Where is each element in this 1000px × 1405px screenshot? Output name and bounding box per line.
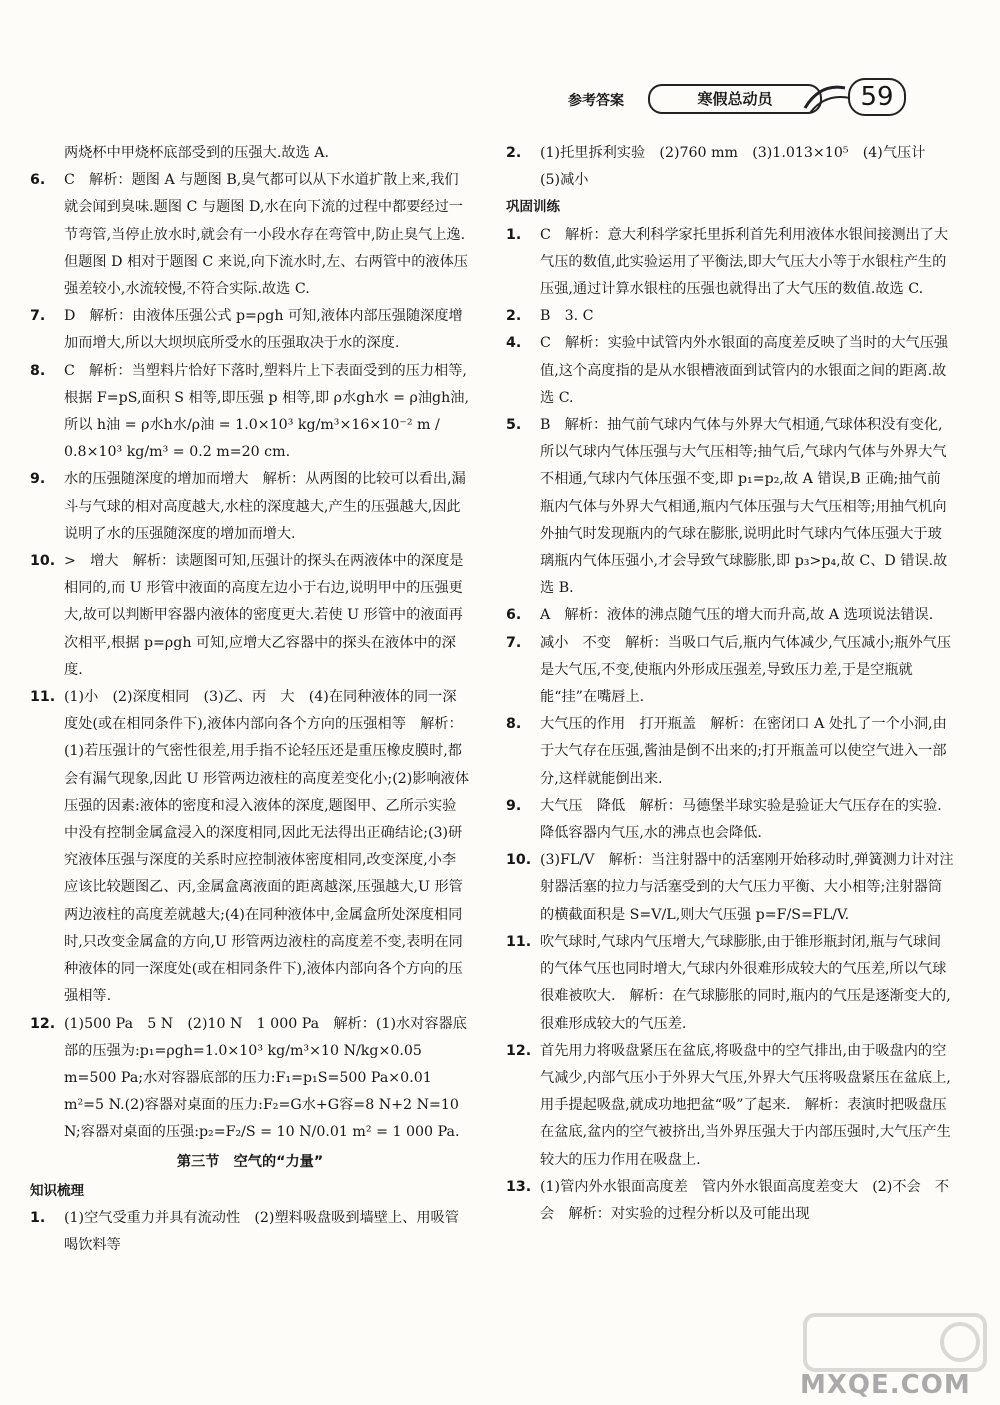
answer-item xyxy=(506,793,954,847)
answer-number: 11. xyxy=(506,933,532,950)
answer-text: (3)FL/V 解析：当注射器中的活塞刚开始移动时,弹簧测力计对注射器活塞的拉力与活塞受到的大气压力平衡、大小相等;注射器筒的横截面积是 S=V/L,则大气压强 p=F/S=FL/V. xyxy=(540,852,954,923)
answer-number: 4. xyxy=(506,335,522,352)
answer-text: A 解析：液体的沸点随气压的增大而升高,故 A 选项说法错误. xyxy=(540,607,934,624)
answer-number: 11. xyxy=(30,689,56,706)
answer-item xyxy=(30,303,470,357)
answer-text: > 增大 解析：读题图可知,压强计的探头在两液体中的深度是相同的,而 U 形管中液面的高度左边小于右边,说明甲中的压强更大,故可以判断甲容器内液体的密度更大.若使 U 形管中的液面再次相平,根据 p=ρgh 可知,应增大乙容器中的探头在液体中的深度. xyxy=(64,553,464,678)
answer-item xyxy=(30,140,470,167)
answer-number: 5. xyxy=(506,417,522,434)
answer-number: 10. xyxy=(30,553,56,570)
answer-text: C 解析：当塑料片恰好下落时,塑料片上下表面受到的压力相等,根据 F=pS,面积 S 相等,即压强 p 相等,即 ρ水gh水 = ρ油gh油,所以 h油 = ρ水h水/ρ油 = 1.0×10³ kg/m³×16×10⁻² m / 0.8×10³ kg/m³ = 0.2 m=20 cm. xyxy=(64,362,469,461)
answer-item xyxy=(30,167,470,303)
answer-number: 8. xyxy=(506,716,522,733)
answer-text: 大气压 降低 解析：马德堡半球实验是验证大气压存在的实验.降低容器内气压,水的沸点也会降低. xyxy=(540,797,942,842)
answer-number: 2. xyxy=(506,308,522,325)
answer-item xyxy=(506,222,954,304)
page-number: 59 xyxy=(848,78,906,116)
answer-item xyxy=(506,929,954,1038)
answer-item xyxy=(506,630,954,712)
answer-number: 6. xyxy=(30,172,46,189)
answer-item xyxy=(506,1174,954,1228)
answer-number: 9. xyxy=(30,471,46,488)
answer-item xyxy=(506,140,954,194)
answer-text: 两烧杯中甲烧杯底部受到的压强大.故选 A. xyxy=(64,145,329,161)
answer-item xyxy=(506,711,954,793)
answer-number: 7. xyxy=(506,634,522,651)
answer-text: (1)管内外水银面高度差 管内外水银面高度差变大 (2)不会 不会 解析：对实验的过程分析以及可能出现 xyxy=(540,1178,950,1222)
answer-number: 1. xyxy=(30,1209,46,1226)
answer-item xyxy=(30,1205,470,1259)
watermark-text: MXQE.COM xyxy=(800,1370,971,1400)
answer-item xyxy=(30,548,470,684)
answer-text: D 解析：由液体压强公式 p=ρgh 可知,液体内部压强随深度增加而增大,所以大坝坝底所受水的压强取决于水的深度. xyxy=(64,308,463,352)
answer-item xyxy=(506,412,954,602)
subhead-knowledge: 知识梳理 xyxy=(30,1182,84,1199)
answer-text: 大气压的作用 打开瓶盖 解析：在密闭口 A 处扎了一个小洞,由于大气存在压强,酱油是倒不出来的;打开瓶盖可以使空气进入一部分,这样就能倒出来. xyxy=(540,716,947,787)
answer-item xyxy=(30,466,470,548)
answer-item xyxy=(506,303,954,330)
answer-number: 7. xyxy=(30,308,46,325)
left-column xyxy=(30,140,470,1259)
section-title: 第三节 空气的“力量” xyxy=(176,1153,324,1170)
header-title: 寒假总动员 xyxy=(648,84,822,114)
header-tag: 参考答案 xyxy=(568,93,624,109)
answer-text: (1)空气受重力并具有流动性 (2)塑料吸盘吸到墙壁上、用吸管喝饮料等 xyxy=(64,1209,459,1254)
answer-item xyxy=(506,1038,954,1174)
right-column xyxy=(506,140,954,1228)
page-header xyxy=(0,78,1000,128)
answer-number: 13. xyxy=(506,1178,532,1195)
answer-number: 10. xyxy=(506,852,532,869)
subhead-practice: 巩固训练 xyxy=(506,199,560,216)
answer-number: 6. xyxy=(506,607,522,624)
answer-number: 9. xyxy=(506,797,522,814)
answer-text: B 解析：抽气前气球内气体与外界大气相通,气球体积没有变化,所以气球内气体压强与大气压相等;抽气后,气球内气体与外界大气不相通,气球内气体压强不变,即 p₁=p₂,故 A 错误,B 正确;抽气前瓶内气体与外界大气相通,瓶内气体压强与大气压相等;用抽气机向外抽气时发现瓶内的气球在膨胀,说明此时气球内气体压强大于玻璃瓶内气体压强小,才会导致气球膨胀,即 p₃>p₄,故 C、D 错误.故选 B. xyxy=(540,417,948,597)
answer-number: 12. xyxy=(30,1015,56,1032)
answer-text: 首先用力将吸盘紧压在盆底,将吸盘中的空气排出,由于吸盘内的空气减少,内部气压小于外界大气压,外界大气压将吸盘紧压在盆底上,用手提起吸盘,就成功地把盆“吸”了起来. 解析：表演时把吸盘压在盆底,盆内的空气被挤出,当外界压强大于内部压强时,大气压产生较大的压力作用在吸盘上. xyxy=(540,1042,951,1168)
answer-item xyxy=(30,684,470,1010)
answer-text: C 解析：题图 A 与题图 B,臭气都可以从下水道扩散上来,我们就会闻到臭味.题图 C 与题图 D,水在向下流的过程中都要经过一节弯管,当停止放水时,就会有一小段水存在弯管中,防止臭气上逸.但题图 D 相对于题图 C 来说,向下流水时,左、右两管中的液体压强差较小,水流较慢,不符合实际.故选 C. xyxy=(64,172,468,298)
answer-text: C 解析：实验中试管内外水银面的高度差反映了当时的大气压强值,这个高度指的是从水银槽液面到试管内的水银面之间的距离.故选 C. xyxy=(540,335,949,406)
answer-item xyxy=(30,1011,470,1147)
answer-text: (1)托里拆利实验 (2)760 mm (3)1.013×10⁵ (4)气压计 (5)减小 xyxy=(540,145,940,189)
answer-item xyxy=(30,358,470,467)
answer-number: 1. xyxy=(506,226,522,243)
answer-number: 2. xyxy=(506,145,522,161)
answer-text: (1)小 (2)深度相同 (3)乙、丙 大 (4)在同种液体的同一深度处(或在相同条件下),液体内部向各个方向的压强相等 解析：(1)若压强计的气密性很差,用手指不论轻压还是重压橡皮膜时,都会有漏气现象,因此 U 形管两边液柱的高度差变化小;(2)影响液体压强的因素:液体的密度和浸入液体的深度,题图甲、乙所示实验中没有控制金属盒浸入的深度相同,因此无法得出正确结论;(3)研究液体压强与深度的关系时应控制液体密度相同,改变深度,小李应该比较题图乙、丙,金属盒离液面的距离越深,压强越大,U 形管两边液柱的高度差就越大;(4)在同种液体中,金属盒所处深度相同时,只改变金属盒的方向,U 形管两边液柱的高度差不变,表明在同种液体的同一深度处(或在相同条件下),液体内部向各个方向的压强相等. xyxy=(64,689,470,1005)
answer-item xyxy=(506,847,954,929)
answer-text: 吹气球时,气球内气压增大,气球膨胀,由于锥形瓶封闭,瓶与气球间的气体气压也同时增大,气球内外很难形成较大的气压差,所以气球很难被吹大. 解析：在气球膨胀的同时,瓶内的气压是逐渐变大的,很难形成较大的气压差. xyxy=(540,933,951,1032)
answer-text: (1)500 Pa 5 N (2)10 N 1 000 Pa 解析：(1)水对容器底部的压强为:p₁=ρgh=1.0×10³ kg/m³×10 N/kg×0.05 m=500 Pa;水对容器底部的压力:F₁=p₁S=500 Pa×0.01 m²=5 N.(2)容器对桌面的压力:F₂=G水+G容=8 N+2 N=10 N;容器对桌面的压强:p₂=F₂/S = 10 N/0.01 m² = 1 000 Pa. xyxy=(64,1015,467,1141)
answer-text: 水的压强随深度的增加而增大 解析：从两图的比较可以看出,漏斗与气球的相对高度越大,水柱的深度越大,产生的压强越大,因此说明了水的压强随深度的增加而增大. xyxy=(64,471,466,542)
answer-item xyxy=(506,602,954,629)
answer-item xyxy=(506,330,954,412)
answer-number: 12. xyxy=(506,1042,532,1059)
answer-text: B 3. C xyxy=(540,308,594,325)
answer-text: 减小 不变 解析：当吸口气后,瓶内气体减少,气压减小;瓶外气压是大气压,不变,使瓶内外形成压强差,导致压力差,于是空瓶就能“挂”在嘴唇上. xyxy=(540,634,952,706)
answer-number: 8. xyxy=(30,362,46,379)
answer-text: C 解析：意大利科学家托里拆利首先利用液体水银间接测出了大气压的数值,此实验运用了平衡法,即大气压大小等于水银柱产生的压强,通过计算水银柱的压强也就得出了大气压的数值.故选 C. xyxy=(540,226,949,298)
